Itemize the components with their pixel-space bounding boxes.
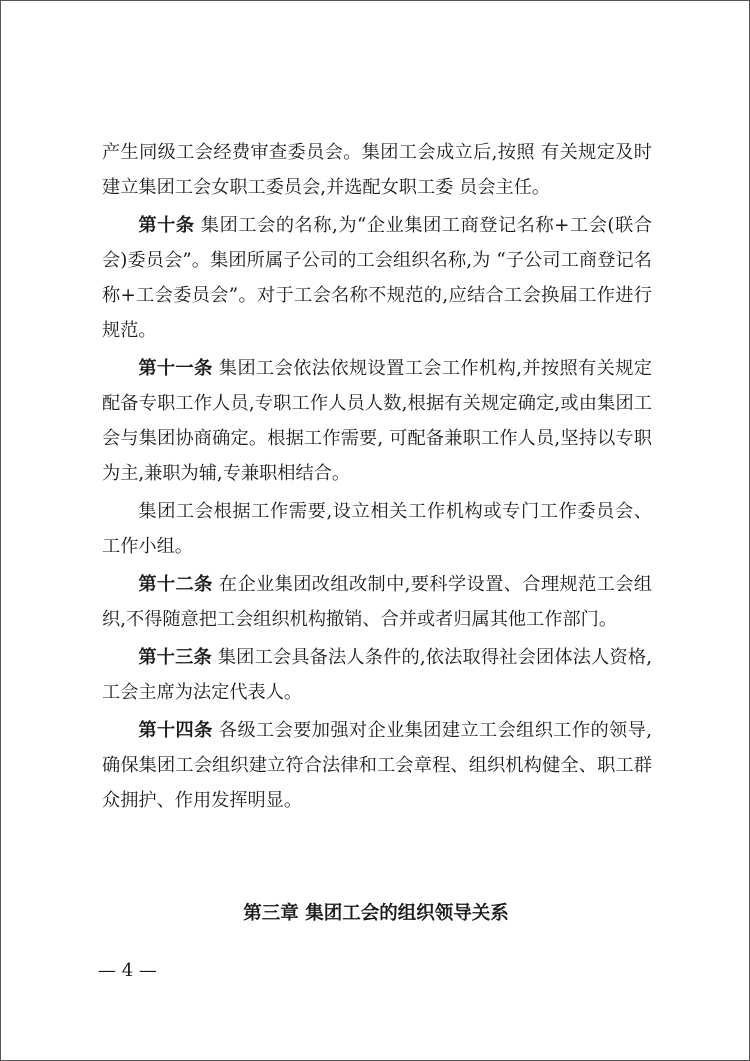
article-text: 集团工会具备法人条件的,依法取得社会团体法人资格,工会主席为法定代表人。 [102, 647, 652, 703]
article-number: 第十一条 [138, 358, 213, 379]
document-body [102, 135, 652, 821]
article-13 [102, 640, 652, 710]
article-14 [102, 713, 652, 818]
article-number: 第十四条 [138, 720, 213, 741]
article-number: 第十二条 [138, 574, 213, 595]
article-11 [102, 351, 652, 491]
chapter-heading: 第三章 集团工会的组织领导关系 [243, 903, 509, 924]
article-10 [102, 208, 652, 348]
paragraph-1: 产生同级工会经费审查委员会。集团工会成立后,按照 有关规定及时建立集团工会女职工委员会,并选配女职工委 员会主任。 [102, 142, 652, 198]
article-number: 第十三条 [138, 647, 212, 668]
article-text: 各级工会要加强对企业集团建立工会组织工作的领导,确保集团工会组织建立符合法律和工会章程、组织机构健全、职工群众拥护、作用发挥明显。 [102, 720, 652, 811]
page-number: — 4 — [98, 960, 157, 981]
article-text: 集团工会的名称,为“企业集团工商登记名称+工会(联合会)委员会”。集团所属子公司的工会组织名称,为 “子公司工商登记名称+工会委员会”。对于工会名称不规范的,应结合工会换届工作进行规范。 [102, 215, 652, 341]
article-12 [102, 567, 652, 637]
paragraph-work-committees: 集团工会根据工作需要,设立相关工作机构或专门工作委员会、工作小组。 [102, 501, 652, 557]
article-text: 在企业集团改组改制中,要科学设置、合理规范工会组织,不得随意把工会组织机构撤销、合并或者归属其他工作部门。 [102, 574, 652, 630]
article-number: 第十条 [138, 215, 195, 236]
article-text: 集团工会依法依规设置工会工作机构,并按照有关规定配备专职工作人员,专职工作人员人数,根据有关规定确定,或由集团工会与集团协商确定。根据工作需要, 可配备兼职工作人员,坚持以专职为主,兼职为辅,专兼职相结合。 [102, 358, 652, 484]
